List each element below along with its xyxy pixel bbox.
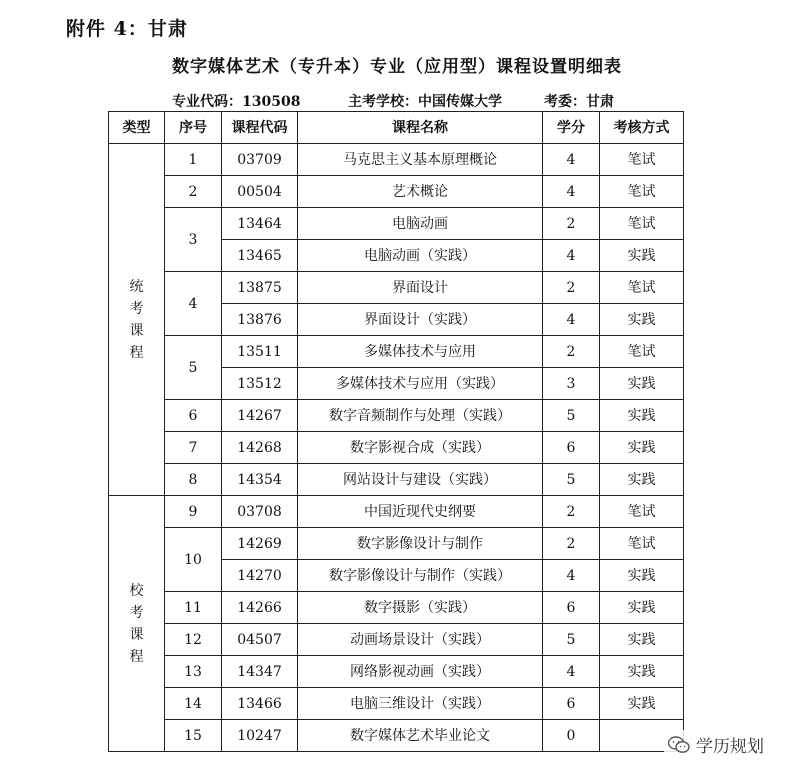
course-code: 14268 [222, 432, 298, 464]
course-name: 电脑动画 [298, 208, 543, 240]
table-row [109, 144, 684, 176]
course-number: 12 [165, 624, 222, 656]
course-exam-method: 笔试 [600, 496, 684, 528]
course-exam-method: 实践 [600, 464, 684, 496]
course-name: 数字摄影（实践） [298, 592, 543, 624]
course-number: 3 [165, 208, 222, 272]
course-number: 10 [165, 528, 222, 592]
course-number: 2 [165, 176, 222, 208]
course-exam-method: 实践 [600, 432, 684, 464]
course-exam-method: 实践 [600, 592, 684, 624]
course-number: 9 [165, 496, 222, 528]
course-exam-method: 实践 [600, 624, 684, 656]
course-credit: 3 [543, 368, 600, 400]
course-exam-method: 实践 [600, 400, 684, 432]
course-name: 网络影视动画（实践） [298, 656, 543, 688]
course-type-label: 统考课程 [129, 278, 144, 361]
course-code: 13876 [222, 304, 298, 336]
course-code: 14354 [222, 464, 298, 496]
header-type: 类型 [109, 112, 165, 144]
watermark [664, 730, 768, 759]
header-credit: 学分 [543, 112, 600, 144]
course-exam-method: 笔试 [600, 336, 684, 368]
table-row [109, 400, 684, 432]
course-credit: 2 [543, 208, 600, 240]
header-course-code: 课程代码 [222, 112, 298, 144]
course-name: 数字影像设计与制作 [298, 528, 543, 560]
course-number: 7 [165, 432, 222, 464]
course-credit: 5 [543, 624, 600, 656]
table-row [109, 592, 684, 624]
course-credit: 6 [543, 688, 600, 720]
course-credit: 6 [543, 592, 600, 624]
course-name: 电脑动画（实践） [298, 240, 543, 272]
course-credit: 4 [543, 560, 600, 592]
course-code: 00504 [222, 176, 298, 208]
course-number: 11 [165, 592, 222, 624]
course-code: 14267 [222, 400, 298, 432]
course-number: 4 [165, 272, 222, 336]
course-code: 04507 [222, 624, 298, 656]
course-credit: 0 [543, 720, 600, 752]
table-row [109, 688, 684, 720]
course-code: 13512 [222, 368, 298, 400]
course-exam-method: 实践 [600, 240, 684, 272]
header-number: 序号 [165, 112, 222, 144]
course-code: 13464 [222, 208, 298, 240]
course-exam-method: 实践 [600, 688, 684, 720]
exam-school: 主考学校：中国传媒大学 [348, 94, 502, 110]
course-code: 14347 [222, 656, 298, 688]
course-type-cell [109, 496, 165, 752]
course-credit: 5 [543, 464, 600, 496]
course-name: 艺术概论 [298, 176, 543, 208]
course-credit: 4 [543, 304, 600, 336]
course-code: 13875 [222, 272, 298, 304]
exam-committee: 考委：甘肃 [544, 94, 614, 110]
course-exam-method: 实践 [600, 560, 684, 592]
table-row [109, 176, 684, 208]
course-credit: 2 [543, 528, 600, 560]
course-exam-method: 笔试 [600, 272, 684, 304]
table-row [109, 432, 684, 464]
course-code: 13511 [222, 336, 298, 368]
course-name: 数字影视合成（实践） [298, 432, 543, 464]
course-number: 13 [165, 656, 222, 688]
table-body [109, 144, 684, 752]
course-code: 03708 [222, 496, 298, 528]
wechat-icon [668, 736, 690, 754]
course-name: 网站设计与建设（实践） [298, 464, 543, 496]
course-number: 5 [165, 336, 222, 400]
course-exam-method: 笔试 [600, 144, 684, 176]
page-title: 数字媒体艺术（专升本）专业（应用型）课程设置明细表 [172, 57, 622, 77]
course-type-label: 校考课程 [129, 582, 144, 665]
header-exam-method: 考核方式 [600, 112, 684, 144]
course-number: 15 [165, 720, 222, 752]
course-table [108, 111, 684, 752]
major-code: 专业代码：130508 [172, 94, 301, 110]
table-row [109, 272, 684, 304]
course-name: 多媒体技术与应用 [298, 336, 543, 368]
course-number: 8 [165, 464, 222, 496]
course-name: 多媒体技术与应用（实践） [298, 368, 543, 400]
table-row [109, 656, 684, 688]
table-header-row [109, 112, 684, 144]
course-credit: 4 [543, 656, 600, 688]
watermark-text: 学历规划 [696, 737, 764, 757]
course-name: 中国近现代史纲要 [298, 496, 543, 528]
course-name: 数字音频制作与处理（实践） [298, 400, 543, 432]
course-credit: 2 [543, 272, 600, 304]
course-code: 14266 [222, 592, 298, 624]
course-name: 界面设计（实践） [298, 304, 543, 336]
table-row [109, 496, 684, 528]
course-credit: 4 [543, 240, 600, 272]
table-row [109, 720, 684, 752]
course-number: 6 [165, 400, 222, 432]
header-course-name: 课程名称 [298, 112, 543, 144]
table-row [109, 624, 684, 656]
course-code: 13465 [222, 240, 298, 272]
course-credit: 5 [543, 400, 600, 432]
course-credit: 4 [543, 144, 600, 176]
course-code: 13466 [222, 688, 298, 720]
course-name: 电脑三维设计（实践） [298, 688, 543, 720]
course-exam-method: 笔试 [600, 528, 684, 560]
course-exam-method: 笔试 [600, 208, 684, 240]
course-credit: 6 [543, 432, 600, 464]
course-credit: 2 [543, 336, 600, 368]
course-credit: 2 [543, 496, 600, 528]
course-name: 马克思主义基本原理概论 [298, 144, 543, 176]
attachment-label: 附件 4：甘肃 [66, 18, 188, 40]
course-credit: 4 [543, 176, 600, 208]
course-number: 1 [165, 144, 222, 176]
course-code: 14269 [222, 528, 298, 560]
course-number: 14 [165, 688, 222, 720]
course-name: 数字媒体艺术毕业论文 [298, 720, 543, 752]
table-row [109, 336, 684, 368]
course-name: 界面设计 [298, 272, 543, 304]
table-row [109, 208, 684, 240]
course-type-cell [109, 144, 165, 496]
course-name: 数字影像设计与制作（实践） [298, 560, 543, 592]
course-code: 14270 [222, 560, 298, 592]
table-row [109, 528, 684, 560]
course-exam-method: 笔试 [600, 176, 684, 208]
course-name: 动画场景设计（实践） [298, 624, 543, 656]
course-code: 10247 [222, 720, 298, 752]
course-code: 03709 [222, 144, 298, 176]
course-exam-method: 实践 [600, 656, 684, 688]
table-row [109, 464, 684, 496]
course-exam-method: 实践 [600, 304, 684, 336]
course-exam-method: 实践 [600, 368, 684, 400]
